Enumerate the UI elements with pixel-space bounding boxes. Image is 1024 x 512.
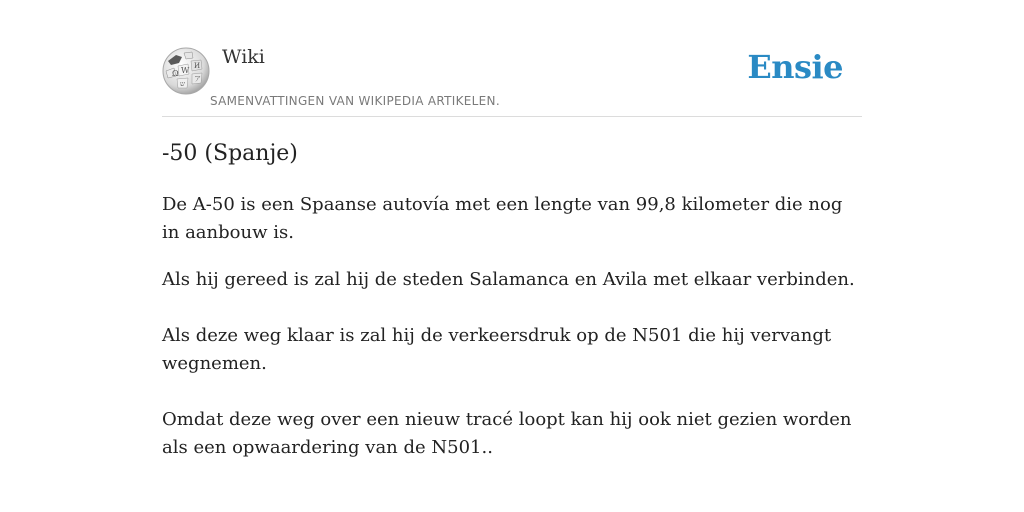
site-tagline: SAMENVATTINGEN VAN WIKIPEDIA ARTIKELEN. <box>210 94 500 108</box>
article-title: -50 (Spanje) <box>162 141 298 166</box>
svg-text:ש: ש <box>180 80 185 88</box>
article-paragraph: Omdat deze weg over een nieuw tracé loopt kan hij ook niet gezien worden als een opwaardering van de N501.. <box>162 409 852 458</box>
article <box>162 136 862 462</box>
article-paragraph: Als deze weg klaar is zal hij de verkeersdruk op de N501 die hij vervangt wegnemen. <box>162 325 832 374</box>
site-header <box>162 44 862 117</box>
ensie-logo-link[interactable]: Ensie <box>747 48 843 86</box>
svg-text:И: И <box>194 62 201 70</box>
article-paragraph: De A-50 is een Spaanse autovía met een lengte van 99,8 kilometer die nog in aanbouw is. <box>162 194 843 243</box>
svg-text:ア: ア <box>194 75 201 83</box>
site-brand[interactable]: Wiki <box>222 46 265 68</box>
svg-text:W: W <box>181 66 190 75</box>
wikipedia-globe-icon[interactable] <box>162 47 210 95</box>
article-paragraph: Als hij gereed is zal hij de steden Salamanca en Avila met elkaar verbinden. <box>162 269 855 290</box>
svg-text:Ω: Ω <box>172 69 179 78</box>
